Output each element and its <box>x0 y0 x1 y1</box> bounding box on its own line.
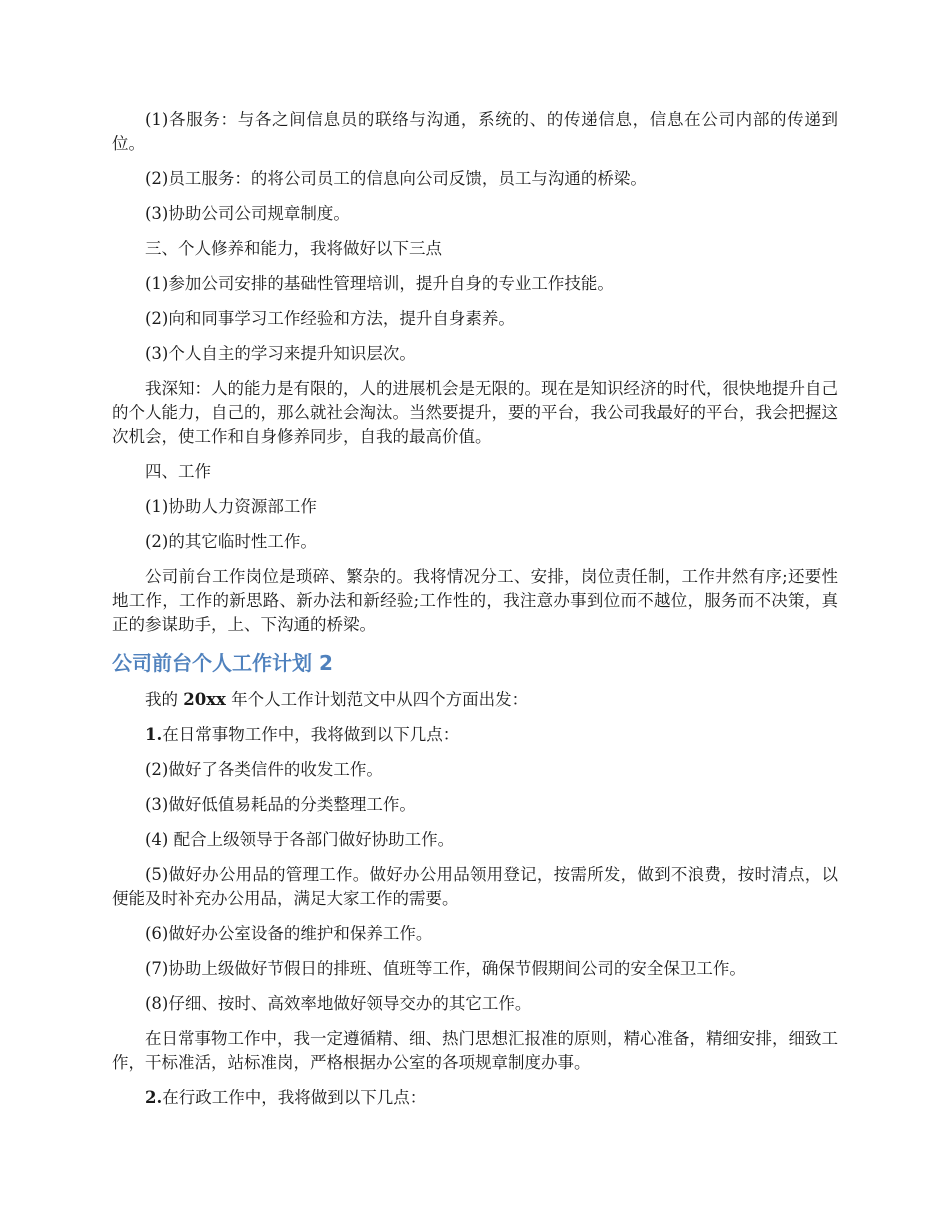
intro-paragraph <box>112 688 838 712</box>
paragraph: (7)协助上级做好节假日的排班、值班等工作，确保节假期间公司的安全保卫工作。 <box>145 959 746 978</box>
point-text: 在行政工作中，我将做到以下几点： <box>162 1088 427 1107</box>
paragraph: (2)员工服务：的将公司员工的信息向公司反馈，员工与沟通的桥梁。 <box>145 169 647 188</box>
point-number: 2. <box>145 1088 163 1107</box>
point-heading <box>112 1086 838 1110</box>
paragraph: 公司前台工作岗位是琐碎、繁杂的。我将情况分工、安排，岗位责任制，工作井然有序;还要性地工作，工作的新思路、新办法和新经验;工作性的，我注意办事到位而不越位，服务而不决策，真正的参谋助手，上、下沟通的桥梁。 <box>112 567 838 634</box>
paragraph: (3)做好低值易耗品的分类整理工作。 <box>145 795 416 814</box>
paragraph: 在日常事物工作中，我一定遵循精、细、热门思想汇报准的原则，精心准备，精细安排，细致工作，干标准活，站标准岗，严格根据办公室的各项规章制度办事。 <box>112 1029 838 1072</box>
paragraph: (6)做好办公室设备的维护和保养工作。 <box>145 924 433 943</box>
paragraph: (1)协助人力资源部工作 <box>145 497 317 516</box>
paragraph: (2)的其它临时性工作。 <box>145 532 317 551</box>
point-text: 在日常事物工作中，我将做到以下几点： <box>162 725 460 744</box>
paragraph: (2)做好了各类信件的收发工作。 <box>145 760 383 779</box>
section-subheading: 四、工作 <box>145 462 211 481</box>
paragraph: 我深知：人的能力是有限的，人的进展机会是无限的。现在是知识经济的时代，很快地提升自己的个人能力，自己的，那么就社会淘汰。当然要提升，要的平台，我公司我最好的平台，我会把握这次机会，使工作和自身修养同步，自我的最高价值。 <box>112 379 838 446</box>
paragraph: (8)仔细、按时、高效率地做好领导交办的其它工作。 <box>145 994 532 1013</box>
section-heading: 公司前台个人工作计划 2 <box>112 651 333 675</box>
paragraph: (1)参加公司安排的基础性管理培训，提升自身的专业工作技能。 <box>145 274 614 293</box>
paragraph: (4) 配合上级领导于各部门做好协助工作。 <box>145 830 455 849</box>
point-heading <box>112 723 838 747</box>
paragraph: (3)协助公司公司规章制度。 <box>145 204 350 223</box>
paragraph: (1)各服务：与各之间信息员的联络与沟通，系统的、的传递信息，信息在公司内部的传递到位。 <box>112 110 838 153</box>
intro-suffix: 年个人工作计划范文中从四个方面出发： <box>225 690 529 709</box>
paragraph: (2)向和同事学习工作经验和方法，提升自身素养。 <box>145 309 515 328</box>
document-body <box>112 108 838 1121</box>
intro-prefix: 我的 <box>145 690 184 709</box>
paragraph: (5)做好办公用品的管理工作。做好办公用品领用登记，按需所发，做到不浪费，按时清点，以便能及时补充办公用品，满足大家工作的需要。 <box>112 865 838 908</box>
section-subheading: 三、个人修养和能力，我将做好以下三点 <box>145 239 442 258</box>
intro-year: 20xx <box>183 690 226 709</box>
point-number: 1. <box>145 725 163 744</box>
paragraph: (3)个人自主的学习来提升知识层次。 <box>145 344 416 363</box>
